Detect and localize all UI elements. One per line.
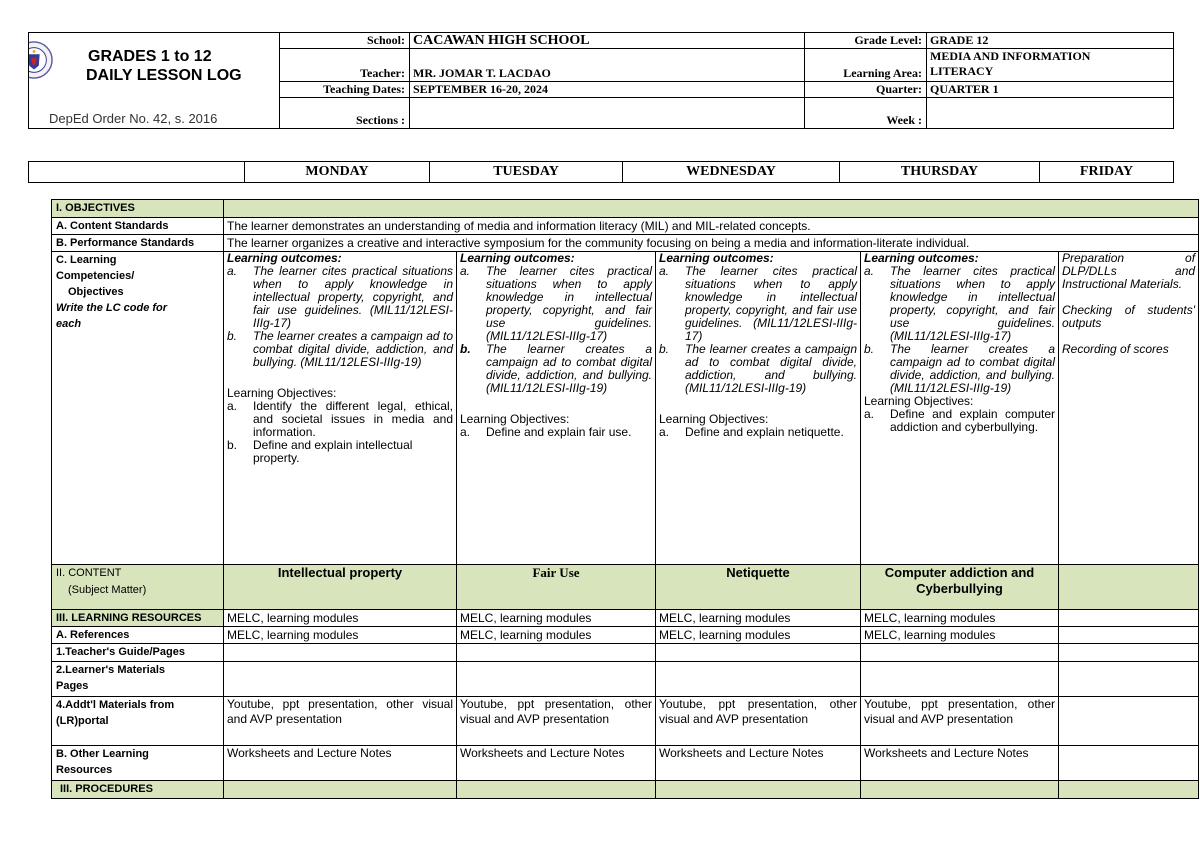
tue-objective-a: a. Define and explain fair use.: [460, 426, 652, 439]
lm-label-1: 2.Learner's Materials: [56, 664, 166, 676]
competencies-thursday: [861, 252, 1059, 565]
sections-label: Sections :: [280, 98, 410, 129]
tue-objective-a-text: Define and explain fair use.: [486, 425, 632, 439]
lm-tuesday: [457, 662, 656, 697]
thu-outcome-b: b. The learner creates a campaign ad to combat digital divide, addiction, and bullying. (MIL11/12LESI-IIIg-19): [864, 342, 1055, 395]
lm-wednesday: [656, 662, 861, 697]
other-monday: Worksheets and Lecture Notes: [224, 746, 457, 781]
mon-outcome-b-text: The learner creates a campaign ad to combat digital divide, addiction, and bullying. (MIL11/12LESI-IIIg-19): [253, 329, 453, 369]
header-table: [28, 32, 1174, 129]
fri-preparation: Preparation of DLP/DLLs and Instructional Materials.: [1062, 251, 1196, 291]
references-tuesday: MELC, learning modules: [457, 627, 656, 644]
thu-objective-a: a. Define and explain computer addiction and cyberbullying.: [864, 407, 1055, 434]
content-thursday: Computer addiction and Cyberbullying: [861, 565, 1059, 610]
lc-label-1: C. Learning: [56, 254, 117, 266]
addtl-materials-label: [52, 697, 224, 746]
content-label-1: II. CONTENT: [56, 567, 122, 579]
thu-outcome-a: a. The learner cites practical situations when to apply knowledge in intellectual property, copyright, and fair use guidelines. (MIL11/12LESI-IIIg-17): [864, 264, 1055, 343]
content-monday: Intellectual property: [224, 565, 457, 610]
other-thursday: Worksheets and Lecture Notes: [861, 746, 1059, 781]
tue-outcomes-head: Learning outcomes:: [460, 251, 575, 265]
mon-outcomes-head: Learning outcomes:: [227, 251, 342, 265]
procedures-tuesday: [457, 781, 656, 799]
lm-monday: [224, 662, 457, 697]
day-friday: FRIDAY: [1040, 162, 1174, 183]
tg-thursday: [861, 644, 1059, 662]
mon-objective-a-text: Identify the different legal, ethical, and societal issues in media and information.: [253, 399, 453, 439]
content-standards-text: The learner demonstrates an understanding of media and information literacy (MIL) and MIL-related concepts.: [224, 218, 1199, 235]
learning-area-line-1: MEDIA AND INFORMATION: [930, 49, 1091, 63]
tg-friday: [1059, 644, 1199, 662]
wed-outcome-b-text: The learner creates a campaign ad to combat digital divide, addiction, and bullying. (MIL11/12LESI-IIIg-19): [685, 342, 857, 395]
resources-thursday: MELC, learning modules: [861, 610, 1059, 627]
thu-outcome-a-text: The learner cites practical situations when to apply knowledge in intellectual property, copyright, and fair use guidelines. (MIL11/12LESI-IIIg-17): [890, 264, 1055, 343]
procedures-wednesday: [656, 781, 861, 799]
title-line-2: DAILY LESSON LOG: [86, 67, 242, 84]
teaching-dates-label: Teaching Dates:: [280, 82, 410, 98]
day-thursday: THURSDAY: [840, 162, 1040, 183]
references-friday: [1059, 627, 1199, 644]
quarter-label: Quarter:: [805, 82, 927, 98]
other-label-1: B. Other Learning: [56, 748, 149, 760]
lm-thursday: [861, 662, 1059, 697]
mon-objective-a: a. Identify the different legal, ethical, and societal issues in media and information.: [227, 399, 453, 439]
references-wednesday: MELC, learning modules: [656, 627, 861, 644]
days-blank: [29, 162, 245, 183]
day-wednesday: WEDNESDAY: [623, 162, 840, 183]
teaching-dates-value: SEPTEMBER 16-20, 2024: [410, 82, 805, 98]
resources-friday: [1059, 610, 1199, 627]
procedures-thursday: [861, 781, 1059, 799]
tg-wednesday: [656, 644, 861, 662]
grade-level-value: GRADE 12: [927, 33, 1174, 49]
lm-friday: [1059, 662, 1199, 697]
fri-checking: Checking of students' outputs: [1062, 303, 1196, 330]
wed-objective-a-text: Define and explain netiquette.: [685, 425, 844, 439]
objectives-blank: [224, 200, 1199, 218]
addtl-label-2: (LR)portal: [56, 715, 109, 727]
tg-tuesday: [457, 644, 656, 662]
objectives-label: I. OBJECTIVES: [52, 200, 224, 218]
week-value: [927, 98, 1174, 129]
title-line-1: GRADES 1 to 12: [88, 48, 212, 65]
school-label: School:: [280, 33, 410, 49]
lc-label-5: each: [56, 318, 82, 330]
learning-area-value: [927, 49, 1174, 82]
day-monday: MONDAY: [245, 162, 430, 183]
deped-seal-icon: [29, 41, 54, 79]
lc-label-4: Write the LC code for: [56, 302, 168, 314]
quarter-value: QUARTER 1: [927, 82, 1174, 98]
addtl-thursday: Youtube, ppt presentation, other visual and AVP presentation: [861, 697, 1059, 746]
addtl-wednesday: Youtube, ppt presentation, other visual and AVP presentation: [656, 697, 861, 746]
mon-objective-b-text: Define and explain intellectual property.: [253, 438, 413, 465]
tue-objectives-head: Learning Objectives:: [460, 412, 570, 426]
procedures-label: III. PROCEDURES: [52, 781, 224, 799]
performance-standards-label: B. Performance Standards: [52, 235, 224, 252]
lesson-table: [51, 199, 1199, 799]
references-thursday: MELC, learning modules: [861, 627, 1059, 644]
other-resources-label: [52, 746, 224, 781]
week-label: Week :: [805, 98, 927, 129]
competencies-tuesday: [457, 252, 656, 565]
days-table: [28, 161, 1174, 183]
school-value: CACAWAN HIGH SCHOOL: [410, 33, 805, 49]
addtl-tuesday: Youtube, ppt presentation, other visual and AVP presentation: [457, 697, 656, 746]
content-tuesday: Fair Use: [457, 565, 656, 610]
learners-materials-label: [52, 662, 224, 697]
day-tuesday: TUESDAY: [430, 162, 623, 183]
learning-resources-label: III. LEARNING RESOURCES: [52, 610, 224, 627]
content-standards-label: A. Content Standards: [52, 218, 224, 235]
teacher-value: MR. JOMAR T. LACDAO: [410, 49, 805, 82]
wed-outcome-a: a. The learner cites practical situations when to apply knowledge in intellectual property, copyright, and fair use guidelines. (MIL11/12LESI-IIIg-17): [659, 264, 857, 343]
other-wednesday: Worksheets and Lecture Notes: [656, 746, 861, 781]
resources-monday: MELC, learning modules: [224, 610, 457, 627]
deped-order: DepEd Order No. 42, s. 2016: [29, 98, 280, 129]
addtl-friday: [1059, 697, 1199, 746]
lc-label-2: Competencies/: [56, 270, 135, 282]
competencies-wednesday: [656, 252, 861, 565]
lm-label-2: Pages: [56, 680, 89, 692]
wed-outcome-a-text: The learner cites practical situations when to apply knowledge in intellectual property, copyright, and fair use guidelines. (MIL11/12LESI-IIIg-17): [685, 264, 857, 343]
references-monday: MELC, learning modules: [224, 627, 457, 644]
mon-objective-b: b. Define and explain intellectual property.: [227, 439, 453, 465]
performance-standards-text: The learner organizes a creative and interactive symposium for the community focusing on being a media and information-literate individual.: [224, 235, 1199, 252]
teachers-guide-label: 1.Teacher's Guide/Pages: [52, 644, 224, 662]
mon-outcome-a-text: The learner cites practical situations when to apply knowledge in intellectual property, copyright, and fair use guidelines. (MIL11/12LESI-IIIg-17): [253, 264, 453, 330]
fri-recording: Recording of scores: [1062, 342, 1169, 356]
title-cell: [29, 33, 280, 98]
tue-outcome-a: a. The learner cites practical situations when to apply knowledge in intellectual property, copyright, and fair use guidelines. (MIL11/12LESI-IIIg-17): [460, 264, 652, 343]
procedures-friday: [1059, 781, 1199, 799]
mon-outcome-a: a. The learner cites practical situations when to apply knowledge in intellectual property, copyright, and fair use guidelines. (MIL11/12LESI-IIIg-17): [227, 264, 453, 330]
thu-outcome-b-text: The learner creates a campaign ad to combat digital divide, addiction, and bullying. (MIL11/12LESI-IIIg-19): [890, 342, 1055, 395]
content-label-2: (Subject Matter): [68, 584, 147, 596]
other-label-2: Resources: [56, 764, 113, 776]
thu-objective-a-text: Define and explain computer addiction and cyberbullying.: [890, 407, 1055, 434]
mon-outcome-b: b. The learner creates a campaign ad to combat digital divide, addiction, and bullying. (MIL11/12LESI-IIIg-19): [227, 329, 453, 369]
resources-tuesday: MELC, learning modules: [457, 610, 656, 627]
tg-monday: [224, 644, 457, 662]
grade-level-label: Grade Level:: [805, 33, 927, 49]
sections-value: [410, 98, 805, 129]
wed-objective-a: a. Define and explain netiquette.: [659, 426, 857, 439]
competencies-monday: [224, 252, 457, 565]
tue-outcome-b-text: The learner creates a campaign ad to combat digital divide, addiction, and bullying. (MIL11/12LESI-IIIg-19): [486, 342, 652, 395]
references-label: A. References: [52, 627, 224, 644]
addtl-monday: Youtube, ppt presentation, other visual and AVP presentation: [224, 697, 457, 746]
content-label: [52, 565, 224, 610]
wed-outcome-b: b. The learner creates a campaign ad to combat digital divide, addiction, and bullying. (MIL11/12LESI-IIIg-19): [659, 342, 857, 395]
teacher-label: Teacher:: [280, 49, 410, 82]
lc-label-3: Objectives: [68, 286, 124, 298]
wed-objectives-head: Learning Objectives:: [659, 412, 769, 426]
tue-outcome-b: b. The learner creates a campaign ad to combat digital divide, addiction, and bullying. (MIL11/12LESI-IIIg-19): [460, 342, 652, 395]
content-friday: [1059, 565, 1199, 610]
content-wednesday: Netiquette: [656, 565, 861, 610]
addtl-label-1: 4.Addt'l Materials from: [56, 699, 175, 711]
learning-competencies-label: [52, 252, 224, 565]
thu-objectives-head: Learning Objectives:: [864, 394, 974, 408]
competencies-friday: [1059, 252, 1199, 565]
tue-outcome-a-text: The learner cites practical situations when to apply knowledge in intellectual property, copyright, and fair use guidelines. (MIL11/12LESI-IIIg-17): [486, 264, 652, 343]
thu-outcomes-head: Learning outcomes:: [864, 251, 979, 265]
learning-area-label: Learning Area:: [805, 49, 927, 82]
learning-area-line-2: LITERACY: [930, 64, 994, 78]
procedures-monday: [224, 781, 457, 799]
resources-wednesday: MELC, learning modules: [656, 610, 861, 627]
mon-objectives-head: Learning Objectives:: [227, 386, 337, 400]
wed-outcomes-head: Learning outcomes:: [659, 251, 774, 265]
other-tuesday: Worksheets and Lecture Notes: [457, 746, 656, 781]
other-friday: [1059, 746, 1199, 781]
